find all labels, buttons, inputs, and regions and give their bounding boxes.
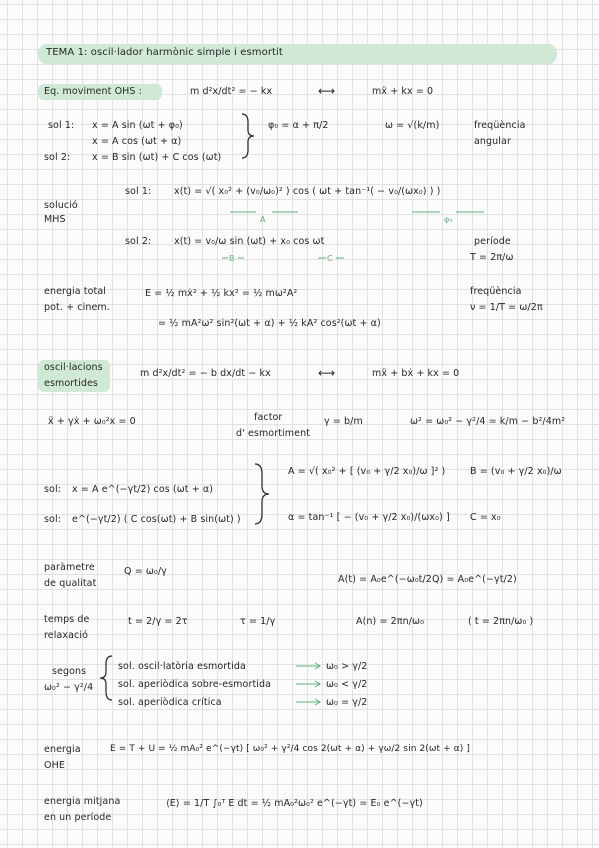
omega-relation: ω² = ω₀² − γ²/4 = k/m − b²/4m² <box>410 416 566 427</box>
mean-energy-label-2: en un període <box>44 812 112 823</box>
energy-eq-1: E = ½ mẋ² + ½ kx² = ½ mω²A² <box>145 288 298 299</box>
brace-B-label: B <box>229 254 235 263</box>
alpha-def: α = tan⁻¹ [ − (v₀ + γ/2 x₀)/(ωx₀) ] <box>288 512 450 523</box>
energy-damped-label-1: energia <box>44 744 81 755</box>
ohs-eq-short: mẍ + kx = 0 <box>372 86 434 97</box>
solution-label-1: solució <box>44 200 78 211</box>
sol2-full-label: sol 2: <box>125 236 152 247</box>
period-eq: T = 2π/ω <box>470 252 514 263</box>
case-0-cond: ω₀ > γ/2 <box>326 661 368 672</box>
damped-sol-a-label: sol: <box>44 484 62 495</box>
omega-def: ω = √(k/m) <box>385 120 440 131</box>
mean-energy-eq: ⟨E⟩ = 1/T ∫₀ᵀ E dt = ½ mA₀²ω₀² e^(−γt) = E₀ e^(−γt) <box>166 798 423 809</box>
sol-brace-icon <box>242 114 254 158</box>
freq-label-1: freqüència <box>474 120 526 131</box>
A-def: A = √( x₀² + [ (v₀ + γ/2 x₀)/ω ]² ) <box>288 466 446 477</box>
energy-label-1: energia total <box>44 286 106 297</box>
tau-label-1: temps de <box>44 614 90 625</box>
t-n: ( t = 2πn/ω₀ ) <box>468 616 534 627</box>
brace-A-label: A <box>260 215 266 224</box>
freq-label-2: angular <box>474 136 511 147</box>
damped-sol-b-label: sol: <box>44 514 62 525</box>
damped-sol-a: x = A e^(−γt/2) cos (ωt + α) <box>72 484 214 495</box>
case-1-label: sol. aperiòdica sobre-esmortida <box>118 679 272 690</box>
damped-eq-short: mẍ + bẋ + kx = 0 <box>372 368 460 379</box>
sol1-full-label: sol 1: <box>125 186 152 197</box>
damped-label-1: oscil·lacions <box>44 362 103 373</box>
arrow-case-1-icon <box>296 681 320 687</box>
damped-eq-norm: ẍ + γẋ + ω₀²x = 0 <box>48 416 136 427</box>
t-def: t = 2/γ = 2τ <box>128 616 188 627</box>
mean-energy-label-1: energia mitjana <box>44 796 121 807</box>
sol2: x = B sin (ωt) + C cos (ωt) <box>92 152 222 163</box>
case-1-cond: ω₀ < γ/2 <box>326 679 368 690</box>
B-def: B = (v₀ + γ/2 x₀)/ω <box>470 466 562 477</box>
sol2-label: sol 2: <box>44 152 71 163</box>
damped-sol-b: e^(−γt/2) ( C cos(ωt) + B sin(ωt) ) <box>72 514 241 525</box>
cases-brace-icon <box>100 656 112 700</box>
damped-label-2: esmortides <box>44 378 98 389</box>
damped-eq-main: m d²x/dt² = − b dx/dt − kx <box>140 368 271 379</box>
brace-phi-label: φ₀ <box>444 215 453 224</box>
q-label-1: paràmetre <box>44 562 95 573</box>
arrow-icon: ⟷ <box>318 366 336 380</box>
gamma-def: γ = b/m <box>324 416 363 427</box>
arrow-case-0-icon <box>296 663 320 669</box>
freq2-eq: ν = 1/T = ω/2π <box>470 302 543 313</box>
arrow-case-2-icon <box>296 699 320 705</box>
arrow-icon: ⟷ <box>318 84 336 98</box>
C-def: C = x₀ <box>470 512 501 523</box>
sol1-label: sol 1: <box>48 120 75 131</box>
phase-relation: φ₀ = α + π/2 <box>268 120 329 131</box>
period-label: període <box>474 236 511 247</box>
damped-sol-brace-icon <box>255 464 269 524</box>
tau-label-2: relaxació <box>44 630 89 641</box>
q-def: Q = ω₀/γ <box>124 566 167 577</box>
case-2-label: sol. aperiòdica crítica <box>118 697 222 708</box>
An-def: A(n) = 2πn/ω₀ <box>356 616 424 627</box>
sol2-full: x(t) = v₀/ω sin (ωt) + x₀ cos ωt <box>174 236 325 247</box>
case-0-label: sol. oscil·latòria esmortida <box>118 661 246 672</box>
case-2-cond: ω₀ = γ/2 <box>326 697 368 708</box>
cases-label-2: ω₀² − γ²/4 <box>44 682 94 693</box>
freq2-label: freqüència <box>470 286 522 297</box>
sol1-b: x = A cos (ωt + α) <box>92 136 182 147</box>
energy-damped-label-2: OHE <box>44 760 65 771</box>
q-label-2: de qualitat <box>44 578 97 589</box>
energy-eq-2: = ½ mA²ω² sin²(ωt + α) + ½ kA² cos²(ωt + α) <box>158 318 381 329</box>
ohs-eq-label: Eq. moviment OHS : <box>44 86 142 97</box>
brace-C-label: C <box>327 254 333 263</box>
energy-label-2: pot. + cinem. <box>44 302 110 313</box>
solution-label-2: MHS <box>44 214 66 225</box>
page-title: TEMA 1: oscil·lador harmònic simple i esmortit <box>46 47 283 58</box>
tau-def: τ = 1/γ <box>240 616 276 627</box>
sol1-a: x = A sin (ωt + φ₀) <box>92 120 183 131</box>
cases-label-1: segons <box>52 666 87 677</box>
factor-label-2: d' esmortiment <box>236 428 311 439</box>
ohs-eq-main: m d²x/dt² = − kx <box>190 86 273 97</box>
sol1-full: x(t) = √( x₀² + (v₀/ω₀)² ) cos ( ωt + tan⁻¹( − v₀/(ωx₀) ) ) <box>174 186 441 197</box>
At-def: A(t) = A₀e^(−ω₀t/2Q) = A₀e^(−γt/2) <box>338 574 517 585</box>
factor-label-1: factor <box>254 412 283 423</box>
energy-damped-eq: E = T + U = ½ mA₀² e^(−γt) [ ω₀² + γ²/4 cos 2(ωt + α) + γω/2 sin 2(ωt + α) ] <box>110 744 470 754</box>
